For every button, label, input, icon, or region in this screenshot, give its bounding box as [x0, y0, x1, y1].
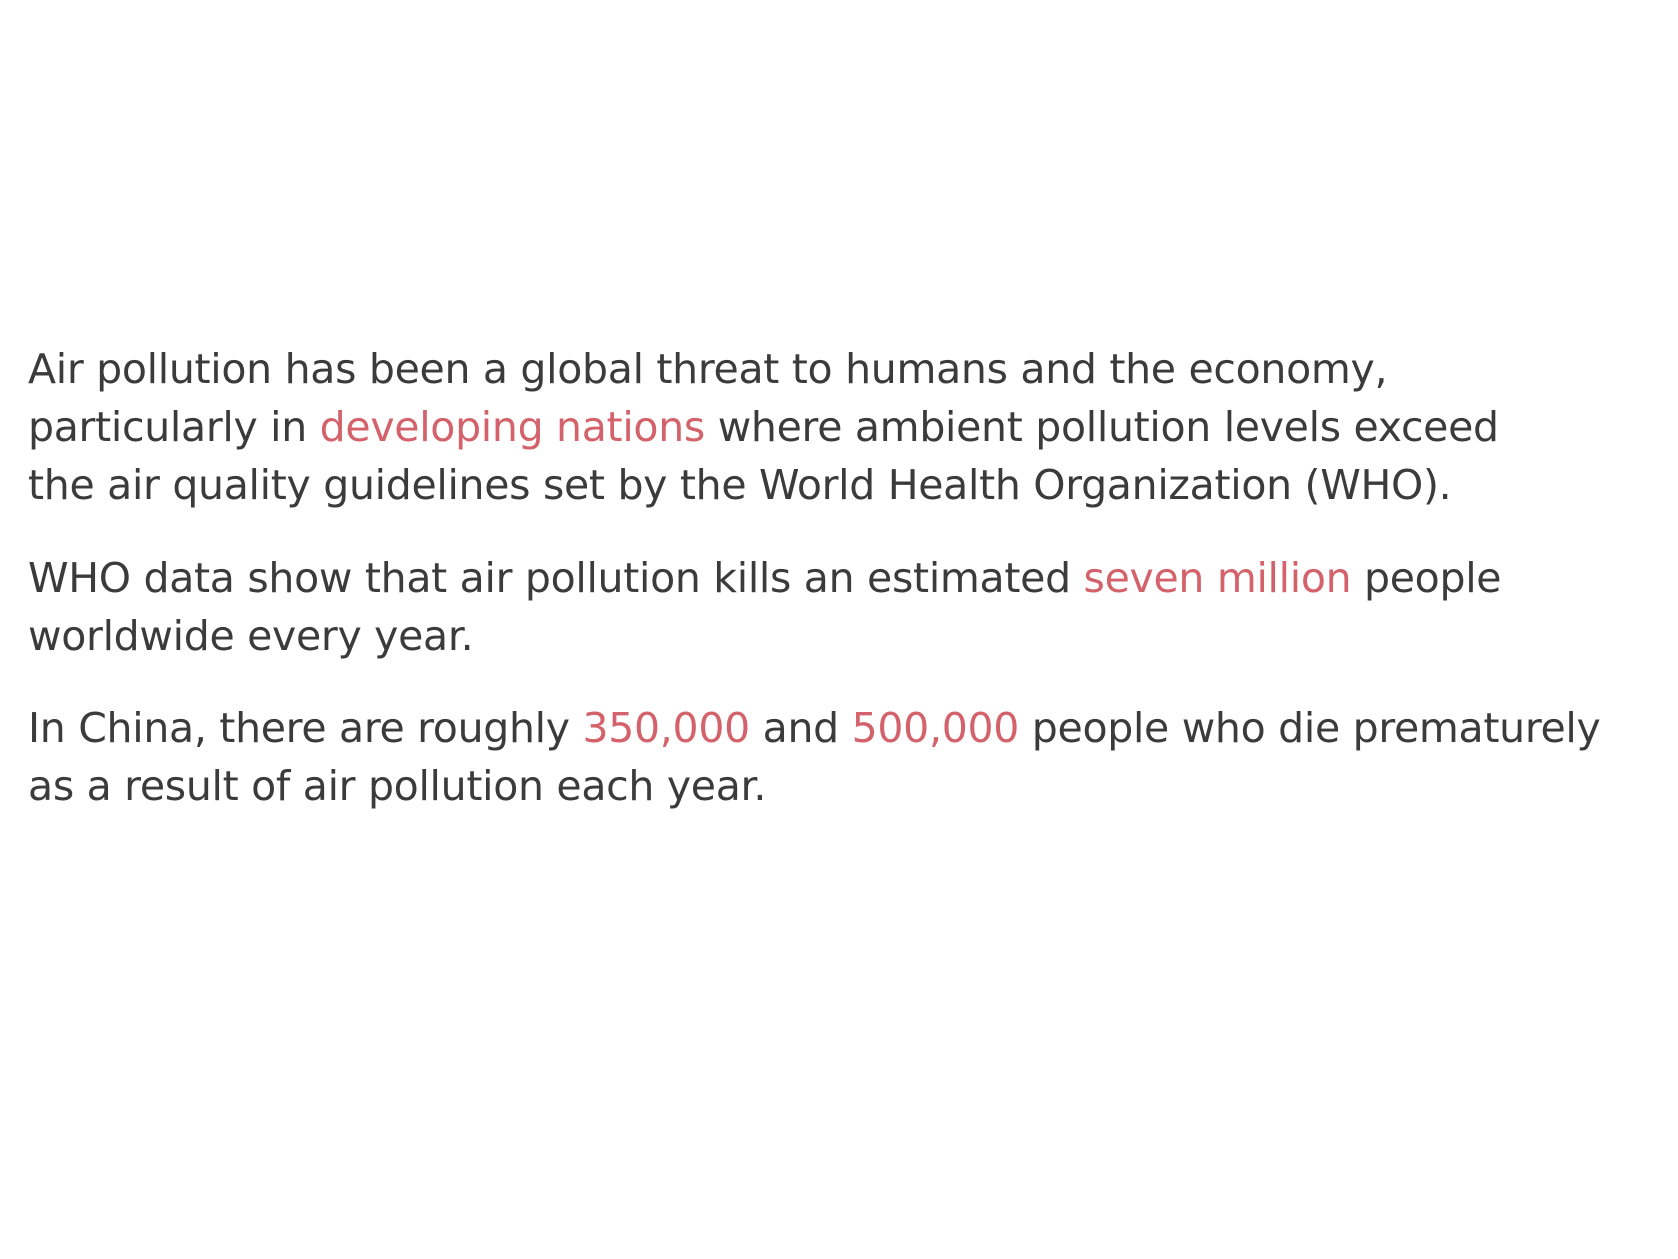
highlight-seven-million: seven million [1083, 553, 1352, 602]
paragraph-air-pollution-threat [28, 340, 1548, 515]
paragraph-who-data [28, 549, 1568, 665]
text-segment: where ambient pollution levels exceed the air quality guidelines set by the World Health Organization (WHO). [28, 403, 1499, 510]
paragraph-china-deaths [28, 699, 1608, 815]
text-segment: and [749, 704, 852, 753]
text-segment: WHO data show that air pollution kills an estimated [28, 553, 1084, 602]
highlight-500000: 500,000 [851, 704, 1020, 753]
highlight-developing-nations: developing nations [319, 403, 705, 452]
text-segment: people who die prematurely as a result of air pollution each year. [28, 704, 1601, 811]
highlight-350000: 350,000 [582, 704, 750, 753]
text-segment: Air pollution has been a global threat to humans and the economy, particularly in [28, 345, 1388, 452]
text-segment: people worldwide every year. [28, 553, 1502, 660]
text-segment: In China, there are roughly [28, 704, 583, 753]
text-block [28, 340, 1618, 816]
